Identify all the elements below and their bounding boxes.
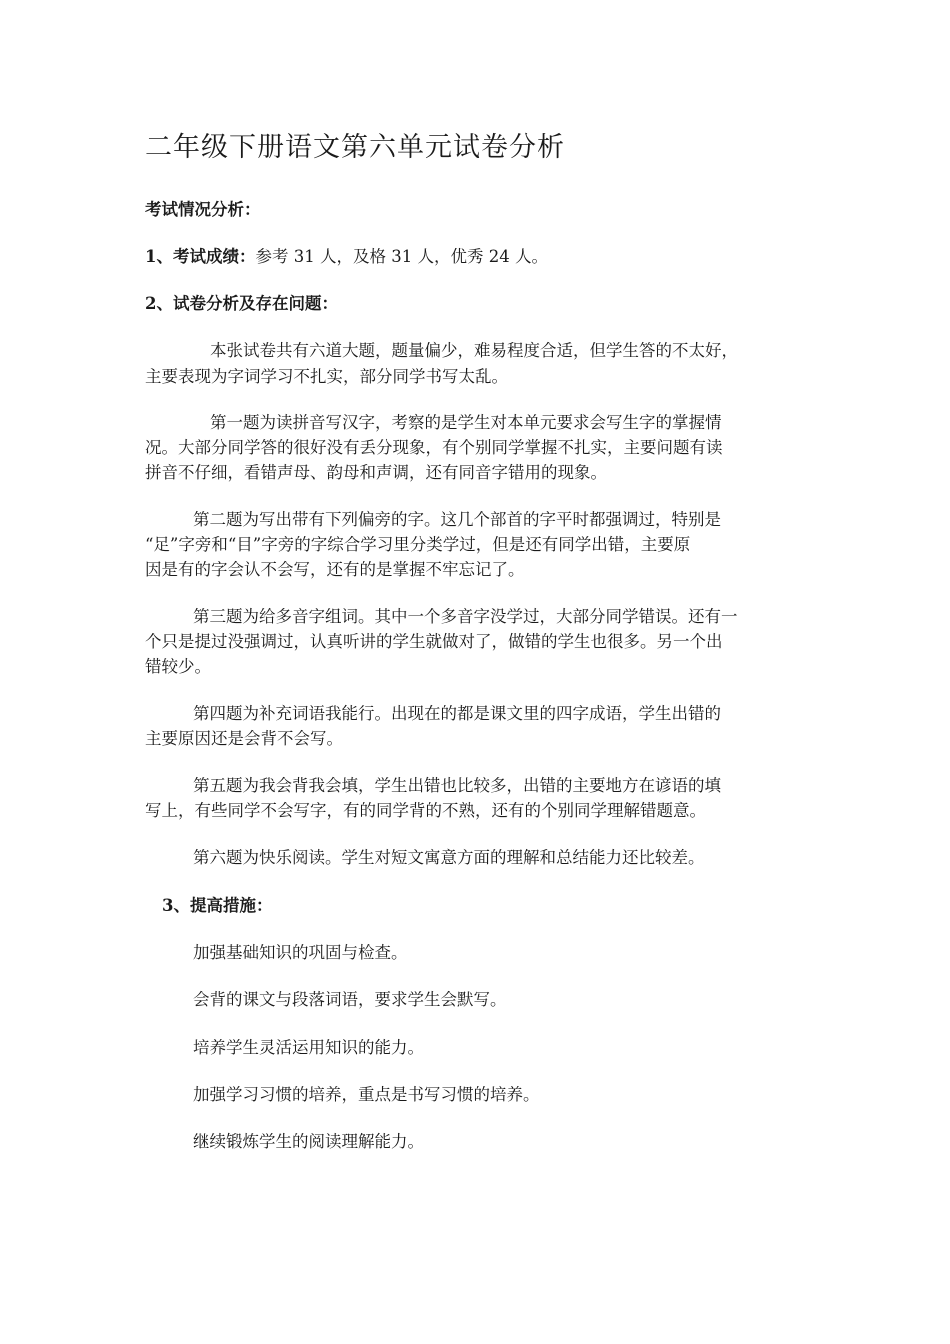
paragraph-2-line-1: 第二题为写出带有下列偏旁的字。这几个部首的字平时都强调过，特别是 bbox=[193, 510, 721, 529]
measure-item: 培养学生灵活运用知识的能力。 bbox=[193, 1038, 424, 1057]
paragraph-6-line-1: 第六题为快乐阅读。学生对短文寓意方面的理解和总结能力还比较差。 bbox=[193, 848, 705, 867]
paragraph-0-line-1: 本张试卷共有六道大题，题量偏少，难易程度合适，但学生答的不太好， bbox=[210, 341, 738, 360]
paragraph-5-line-2: 写上，有些同学不会写字，有的同学背的不熟，还有的个别同学理解错题意。 bbox=[145, 801, 706, 820]
paragraph-3-line-3: 错较少。 bbox=[145, 657, 211, 676]
paragraph-3-line-2: 个只是提过没强调过，认真听讲的学生就做对了，做错的学生也很多。另一个出 bbox=[145, 632, 723, 651]
measure-item: 会背的课文与段落词语，要求学生会默写。 bbox=[193, 990, 507, 1009]
measure-item: 加强学习习惯的培养，重点是书写习惯的培养。 bbox=[193, 1085, 540, 1104]
paragraph-2-line-3: 因是有的字会认不会写，还有的是掌握不牢忘记了。 bbox=[145, 560, 525, 579]
document-title: 二年级下册语文第六单元试卷分析 bbox=[145, 132, 565, 163]
measures-heading: 3、提高措施： bbox=[162, 896, 273, 915]
paragraph-2-line-2: “足”字旁和“目”字旁的字综合学习里分类学过，但是还有同学出错，主要原 bbox=[145, 535, 691, 554]
score-text: 参考 31 人，及格 31 人，优秀 24 人。 bbox=[255, 247, 548, 266]
score-line bbox=[145, 245, 548, 269]
section-exam-heading: 考试情况分析： bbox=[145, 200, 261, 219]
paragraph-5-line-1: 第五题为我会背我会填，学生出错也比较多，出错的主要地方在谚语的填 bbox=[193, 776, 721, 795]
paragraph-4-line-2: 主要原因还是会背不会写。 bbox=[145, 729, 343, 748]
paragraph-0-line-2: 主要表现为字词学习不扎实，部分同学书写太乱。 bbox=[145, 367, 508, 386]
measure-item: 继续锻炼学生的阅读理解能力。 bbox=[193, 1132, 424, 1151]
analysis-heading: 2、试卷分析及存在问题： bbox=[145, 294, 338, 313]
score-label: 1、考试成绩： bbox=[145, 247, 256, 266]
paragraph-3-line-1: 第三题为给多音字组词。其中一个多音字没学过，大部分同学错误。还有一 bbox=[193, 607, 738, 626]
paragraph-1-line-3: 拼音不仔细，看错声母、韵母和声调，还有同音字错用的现象。 bbox=[145, 463, 607, 482]
paragraph-4-line-1: 第四题为补充词语我能行。出现在的都是课文里的四字成语，学生出错的 bbox=[193, 704, 721, 723]
measure-item: 加强基础知识的巩固与检查。 bbox=[193, 943, 408, 962]
paragraph-1-line-1: 第一题为读拼音写汉字，考察的是学生对本单元要求会写生字的掌握情 bbox=[210, 413, 722, 432]
paragraph-1-line-2: 况。大部分同学答的很好没有丢分现象，有个别同学掌握不扎实，主要问题有读 bbox=[145, 438, 723, 457]
